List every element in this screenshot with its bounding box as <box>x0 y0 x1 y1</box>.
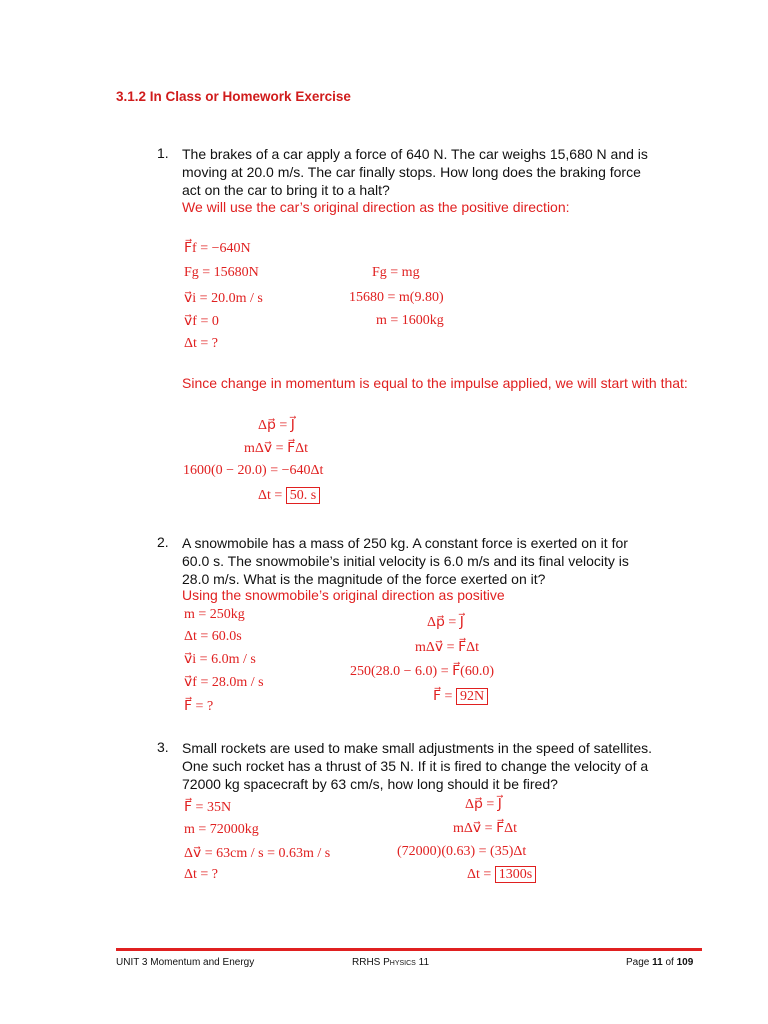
problem-1-note2: Since change in momentum is equal to the impulse applied, we will start with that: <box>182 375 688 391</box>
problem-3-text <box>182 739 702 793</box>
p2-given-vf: v⃗f = 28.0m / s <box>184 675 264 690</box>
p2-given-dt: Δt = 60.0s <box>184 629 242 644</box>
footer-unit: UNIT 3 Momentum and Energy <box>116 957 255 968</box>
problem-1-line-2: moving at 20.0 m/s. The car finally stops. How long does the braking force <box>182 164 641 180</box>
footer-page-total: 109 <box>676 957 694 968</box>
p2-sol-momentum: Δp⃗ = J⃗ <box>427 615 464 630</box>
p1-sol-momentum: Δp⃗ = J⃗ <box>258 418 295 433</box>
p1-given-dt: Δt = ? <box>184 336 219 351</box>
p3-sol-result <box>467 867 536 883</box>
problem-3-line-2: One such rocket has a thrust of 35 N. If it is fired to change the velocity of a <box>182 758 649 774</box>
p3-sol-sub: (72000)(0.63) = (35)Δt <box>397 844 527 859</box>
p1-given-fg: Fg = 15680N <box>184 265 259 280</box>
p2-sol-result <box>433 688 488 705</box>
footer-page-of: of <box>665 957 674 968</box>
p1-mass-result: m = 1600kg <box>376 313 444 328</box>
p2-sol-sub: 250(28.0 − 6.0) = F⃗(60.0) <box>350 664 494 679</box>
problem-2-text <box>182 534 702 588</box>
p2-sol-result-label: F⃗ = <box>433 689 453 704</box>
p1-given-ff: F⃗f = −640N <box>184 241 251 256</box>
footer-course: RRHS Physics 11 <box>352 957 430 968</box>
problem-1-text <box>182 145 702 199</box>
p1-sol-sub: 1600(0 − 20.0) = −640Δt <box>183 463 324 478</box>
footer-rule <box>116 948 702 951</box>
problem-2-note: Using the snowmobile’s original direction as positive <box>182 587 505 603</box>
p1-given-vf: v⃗f = 0 <box>184 314 219 329</box>
problem-3-line-1: Small rockets are used to make small adjustments in the speed of satellites. <box>182 740 652 756</box>
p1-answer-box: 50. s <box>286 487 320 504</box>
p3-answer-box: 1300s <box>495 866 536 883</box>
p2-given-m: m = 250kg <box>184 607 245 622</box>
p3-sol-momentum: Δp⃗ = J⃗ <box>465 797 502 812</box>
footer-page-current: 11 <box>652 957 663 968</box>
p1-sol-result-label: Δt = <box>258 488 283 503</box>
p1-mass-eq: Fg = mg <box>372 265 420 280</box>
p2-given-f: F⃗ = ? <box>184 699 214 714</box>
problem-1-line-1: The brakes of a car apply a force of 640 N. The car weighs 15,680 N and is <box>182 146 648 162</box>
problem-3-number: 3. <box>157 739 169 755</box>
problem-2-line-1: A snowmobile has a mass of 250 kg. A constant force is exerted on it for <box>182 535 628 551</box>
p3-sol-result-label: Δt = <box>467 867 492 882</box>
p1-sol-result <box>258 488 320 504</box>
p1-sol-impulse: mΔv⃗ = F⃗Δt <box>244 441 309 456</box>
problem-2-line-3: 28.0 m/s. What is the magnitude of the force exerted on it? <box>182 571 546 587</box>
problem-2-number: 2. <box>157 534 169 550</box>
p1-given-vi: v⃗i = 20.0m / s <box>184 291 263 306</box>
p2-answer-box: 92N <box>456 688 488 705</box>
p2-sol-impulse: mΔv⃗ = F⃗Δt <box>415 640 480 655</box>
problem-3-line-3: 72000 kg spacecraft by 63 cm/s, how long should it be fired? <box>182 776 558 792</box>
p3-sol-impulse: mΔv⃗ = F⃗Δt <box>453 821 518 836</box>
problem-1-note: We will use the car’s original direction as the positive direction: <box>182 199 570 215</box>
problem-1-line-3: act on the car to bring it to a halt? <box>182 182 390 198</box>
p3-given-f: F⃗ = 35N <box>184 800 232 815</box>
problem-1-number: 1. <box>157 145 169 161</box>
p2-given-vi: v⃗i = 6.0m / s <box>184 652 256 667</box>
p3-given-m: m = 72000kg <box>184 822 259 837</box>
p3-given-dv: Δv⃗ = 63cm / s = 0.63m / s <box>184 846 331 861</box>
footer-page <box>626 957 693 968</box>
p3-given-dt: Δt = ? <box>184 867 219 882</box>
p1-mass-sub: 15680 = m(9.80) <box>349 290 444 305</box>
footer-page-prefix: Page <box>626 957 650 968</box>
section-title: 3.1.2 In Class or Homework Exercise <box>116 89 351 104</box>
problem-2-line-2: 60.0 s. The snowmobile’s initial velocity is 6.0 m/s and its final velocity is <box>182 553 629 569</box>
